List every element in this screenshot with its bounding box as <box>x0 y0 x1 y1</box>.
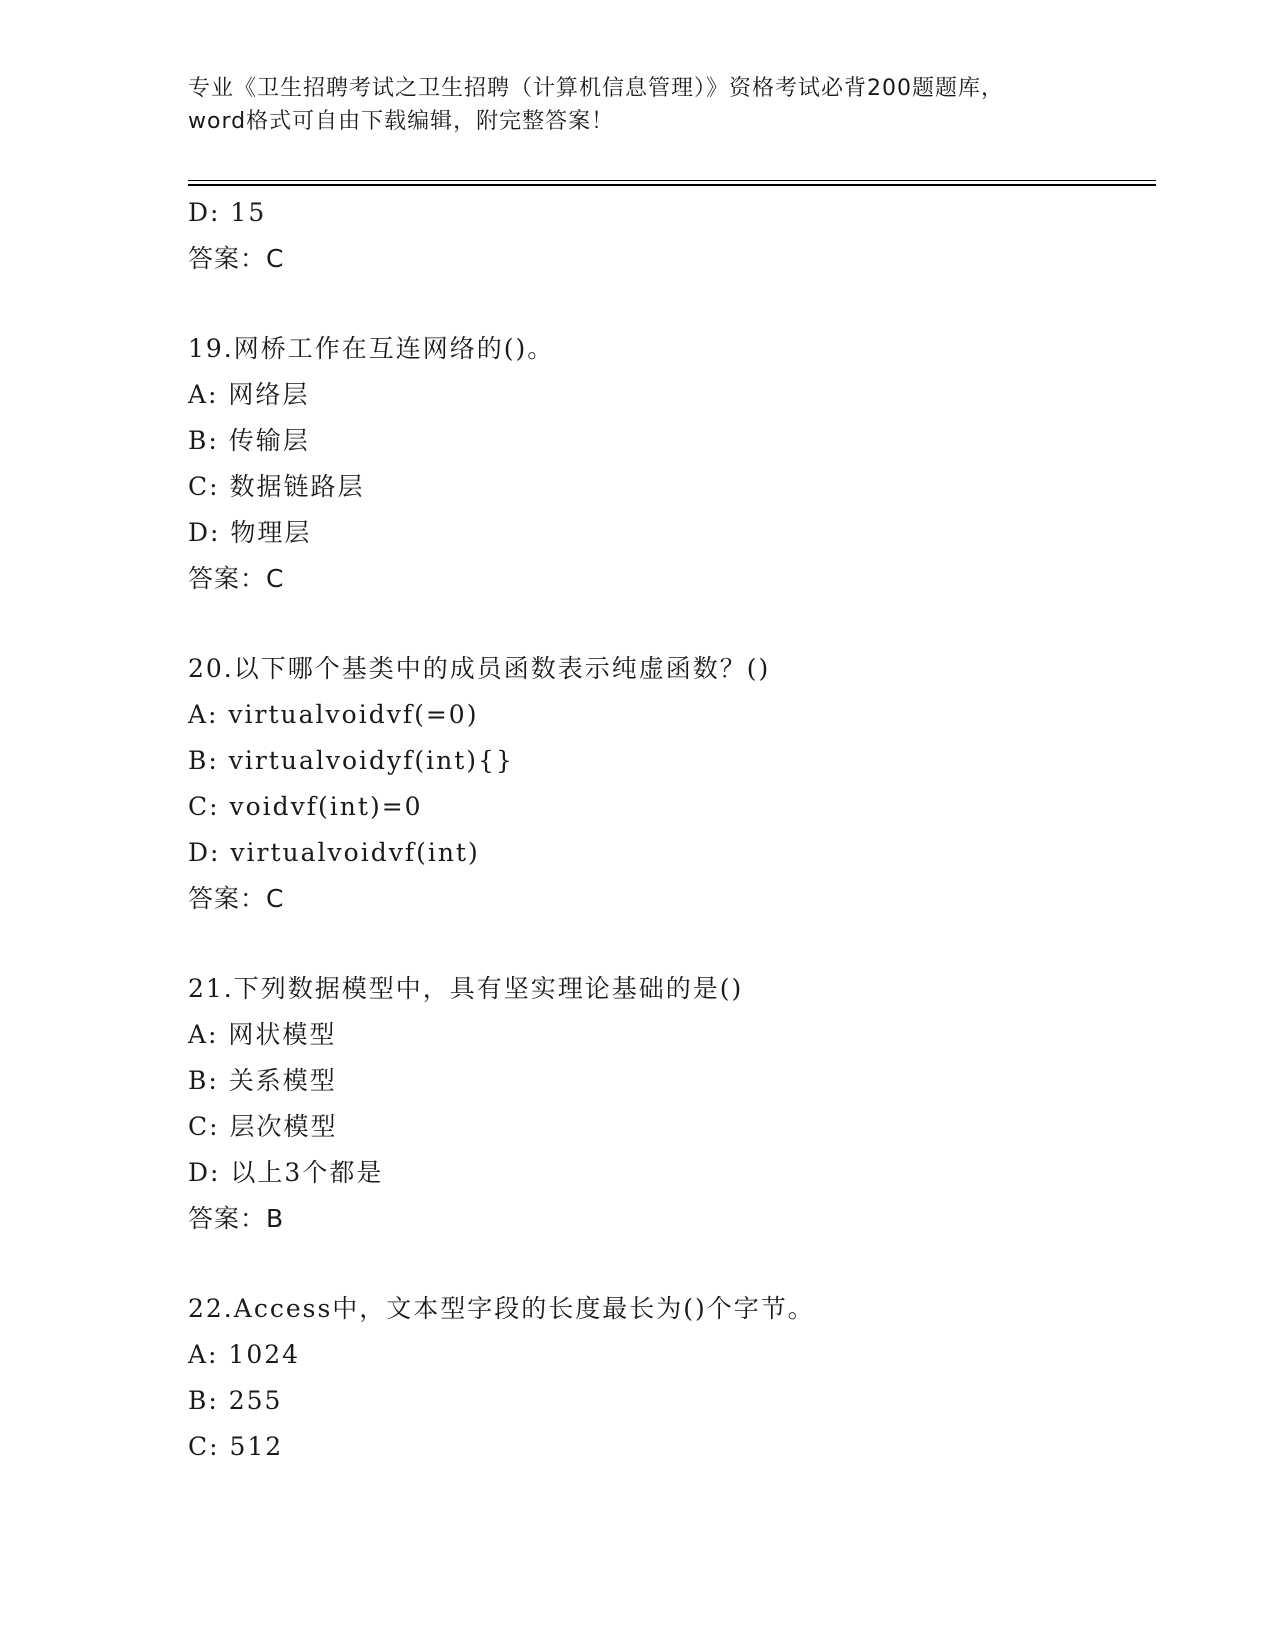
question-block <box>188 646 1156 922</box>
question-stem: 22.Access中，文本型字段的长度最长为()个字节。 <box>188 1294 815 1323</box>
option-a: A: 网络层 <box>188 380 310 409</box>
question-stem: 19.网桥工作在互连网络的()。 <box>188 334 555 363</box>
option-b: B: 255 <box>188 1386 283 1415</box>
question-stem: 21.下列数据模型中，具有坚实理论基础的是() <box>188 974 744 1003</box>
question-list <box>188 190 1156 1470</box>
option-a: A: 网状模型 <box>188 1020 337 1049</box>
option-b: B: virtualvoidyf(int){} <box>188 746 514 775</box>
option-c: C: 512 <box>188 1432 284 1461</box>
header-divider-thick <box>188 184 1156 186</box>
option-d: D: virtualvoidvf(int) <box>188 838 480 867</box>
header-line-2: word格式可自由下载编辑，附完整答案！ <box>188 109 615 134</box>
option-d: D: 15 <box>188 198 267 227</box>
answer-line: 答案：C <box>188 884 285 913</box>
answer-line: 答案：C <box>188 564 285 593</box>
answer-line: 答案：B <box>188 1204 285 1233</box>
option-a: A: virtualvoidvf(=0) <box>188 700 479 729</box>
option-c: C: 层次模型 <box>188 1112 338 1141</box>
question-block <box>188 966 1156 1242</box>
header-line-1: 专业《卫生招聘考试之卫生招聘（计算机信息管理）》资格考试必背200题题库， <box>188 76 1004 101</box>
answer-line: 答案：C <box>188 244 285 273</box>
document-header <box>188 72 1108 138</box>
question-block <box>188 1286 1156 1470</box>
option-b: B: 传输层 <box>188 426 310 455</box>
question-block <box>188 326 1156 602</box>
option-c: C: 数据链路层 <box>188 472 365 501</box>
option-d: D: 以上3个都是 <box>188 1158 384 1187</box>
option-a: A: 1024 <box>188 1340 301 1369</box>
option-d: D: 物理层 <box>188 518 312 547</box>
question-stem: 20.以下哪个基类中的成员函数表示纯虚函数？() <box>188 654 771 683</box>
header-divider-thin <box>188 180 1156 181</box>
option-b: B: 关系模型 <box>188 1066 337 1095</box>
option-c: C: voidvf(int)=0 <box>188 792 423 821</box>
